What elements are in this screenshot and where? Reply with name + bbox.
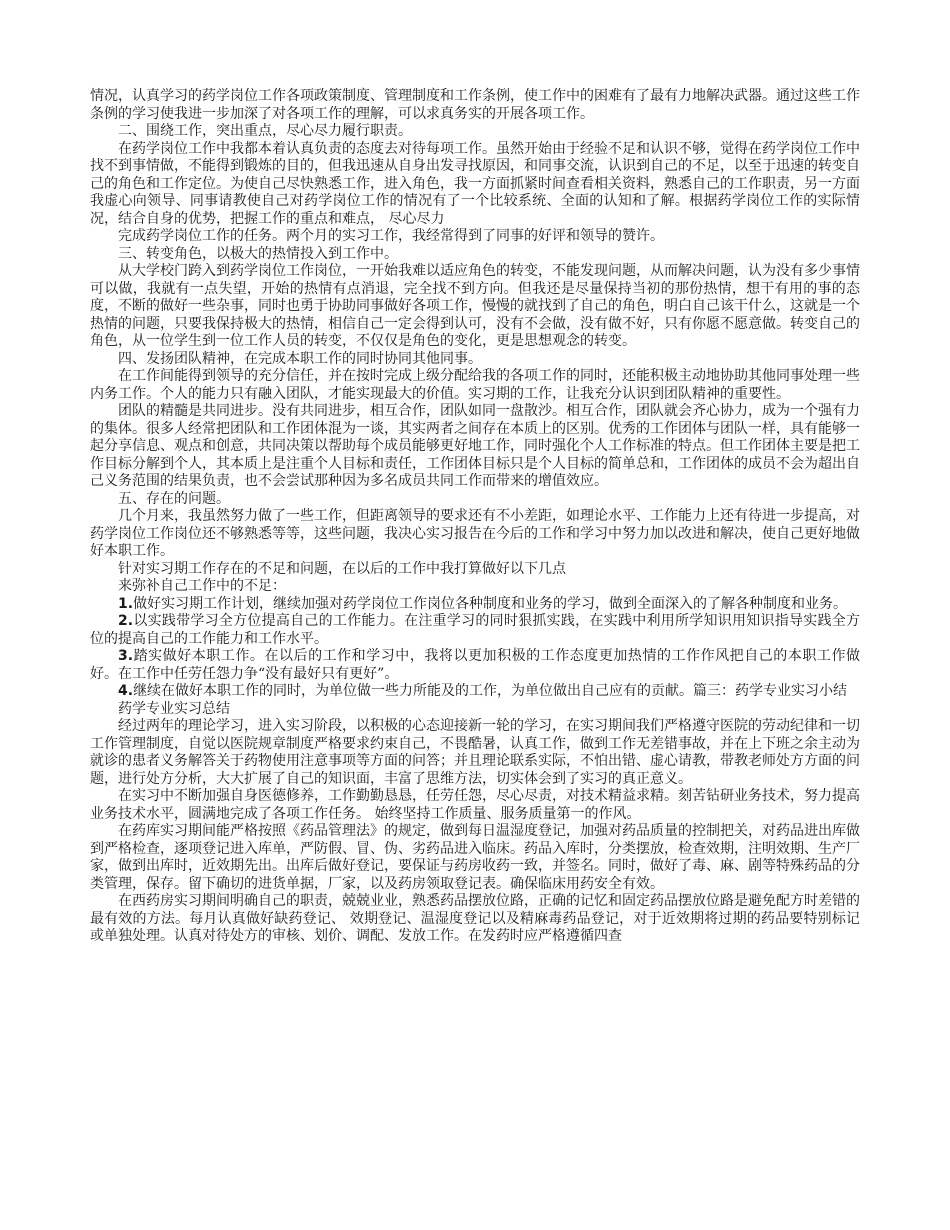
item-number: 2. <box>118 613 134 629</box>
paragraph: 团队的精髓是共同进步。没有共同进步，相互合作，团队如同一盘散沙。相互合作，团队就会齐心协力，成为一个强有力的集体。很多人经常把团队和工作团体混为一谈，其实两者之间存在本质上的区别。优秀的工作团体与团队一样，具有能够一起分享信息、观点和创意，共同决策以帮助每个成员能够更好地工作，同时强化个人工作标准的特点。但工作团体主要是把工作目标分解到个人，其本质上是注重个人目标和责任，工作团体目标只是个人目标的简单总和，工作团体的成员不会为超出自己义务范围的结果负责，也不会尝试那种因为多名成员共同工作而带来的增值效应。 <box>90 403 860 489</box>
item-number: 4. <box>118 683 134 699</box>
item-text: 继续在做好本职工作的同时，为单位做一些力所能及的工作，为单位做出自己应有的贡献。篇三：药学专业实习小结 <box>133 683 848 699</box>
paragraph: 针对实习期工作存在的不足和问题，在以后的工作中我打算做好以下几点 <box>118 560 566 577</box>
item-number: 3. <box>118 648 134 664</box>
paragraph: 完成药学岗位工作的任务。两个月的实习工作，我经常得到了同事的好评和领导的赞许。 <box>118 228 664 244</box>
item-text: 做好实习期工作计划，继续加强对药学岗位工作岗位各种制度和业务的学习，做到全面深入的了解各种制度和业务。 <box>133 595 848 612</box>
document-body <box>90 88 860 946</box>
paragraph: 在实习中不断加强自身医德修养，工作勤勤恳恳，任劳任怨，尽心尽责，对技术精益求精。刻苦钻研业务技术，努力提高业务技术水平，圆满地完成了各项工作任务。 始终坚持工作质量、服务质量第一的作风。 <box>90 788 860 822</box>
paragraph: 在药库实习期间能严格按照《药品管理法》的规定，做到每日温湿度登记，加强对药品质量的控制把关，对药品进出库做到严格检查，逐项登记进入库单，严防假、冒、伪、劣药品进入临床。药品入库时，分类摆放，检查效期，注明效期、生产厂家，做到出库时，近效期先出。出库后做好登记，要保证与药房收药一致，并签名。同时，做好了毒、麻、剧等特殊药品的分类管理，保存。留下确切的进货单据，厂家，以及药房领取登记表。确保临床用药安全有效。 <box>90 823 860 892</box>
paragraph: 几个月来，我虽然努力做了一些工作，但距离领导的要求还有不小差距，如理论水平、工作能力上还有待进一步提高，对药学岗位工作岗位还不够熟悉等等，这些问题，我决心实习报告在今后的工作和学习中努力加以改进和解决，使自己更好地做好本职工作。 <box>90 508 860 559</box>
item-text: 以实践带学习全方位提高自己的工作能力。在注重学习的同时狠抓实践，在实践中利用所学知识用知识指导实践全方位的提高自己的工作能力和工作水平。 <box>90 613 860 647</box>
paragraph: 从大学校门跨入到药学岗位工作岗位，一开始我难以适应角色的转变，不能发现问题，从而解决问题，认为没有多少事情可以做，我就有一点失望，开始的热情有点消退，完全找不到方向。但我还是尽量保持当初的那份热情，想干有用的事的态度，不断的做好一些杂事，同时也勇于协助同事做好各项工作，慢慢的就找到了自己的角色，明白自己该干什么，这就是一个热情的问题，只要我保持极大的热情，相信自己一定会得到认可，没有不会做，没有做不好，只有你愿不愿意做。转变自己的角色，从一位学生到一位工作人员的转变，不仅仅是角色的变化，更是思想观念的转变。 <box>90 263 860 349</box>
item-number: 1. <box>118 595 134 612</box>
section-heading: 四、发扬团队精神，在完成本职工作的同时协同其他同事。 <box>118 350 482 367</box>
paragraph: 在西药房实习期间明确自己的职责，兢兢业业，熟悉药品摆放位路，正确的记忆和固定药品摆放位路是避免配方时差错的最有效的方法。每月认真做好缺药登记、 效期登记、温湿度登记以及精麻毒药品登记，对于近效期将过期的药品要特别标记或单独处理。认真对待处方的审核、划价、调配、发放工作。在发药时应严格遵循四查 <box>90 893 860 944</box>
section-title: 药学专业实习总结 <box>118 700 230 717</box>
paragraph: 情况，认真学习的药学岗位工作各项政策制度、管理制度和工作条例，使工作中的困难有了最有力地解决武器。通过这些工作条例的学习使我进一步加深了对各项工作的理解，可以求真务实的开展各项工作。 <box>90 88 860 122</box>
paragraph: 来弥补自己工作中的不足： <box>118 578 286 594</box>
numbered-item <box>90 596 860 614</box>
numbered-item <box>90 648 860 683</box>
numbered-item <box>90 613 860 648</box>
section-heading: 三、转变角色，以极大的热情投入到工作中。 <box>118 245 398 262</box>
numbered-item <box>90 683 860 701</box>
paragraph: 在药学岗位工作中我都本着认真负责的态度去对待每项工作。虽然开始由于经验不足和认识不够，觉得在药学岗位工作中找不到事情做，不能得到锻炼的目的，但我迅速从自身出发寻找原因，和同事交流，认识到自己的不足，以至于迅速的转变自己的角色和工作定位。为使自己尽快熟悉工作，进入角色，我一方面抓紧时间查看相关资料，熟悉自己的工作职责，另一方面我虚心向领导、同事请教使自己对药学岗位工作的情况有了一个比较系统、全面的认知和了解。根据药学岗位工作的实际情况，结合自身的优势，把握工作的重点和难点， 尽心尽力 <box>90 140 860 227</box>
paragraph: 在工作间能得到领导的充分信任，并在按时完成上级分配给我的各项工作的同时，还能积极主动地协助其他同事处理一些内务工作。个人的能力只有融入团队，才能实现最大的价值。实习期的工作，让我充分认识到团队精神的重要性。 <box>90 368 860 402</box>
item-text: 踏实做好本职工作。在以后的工作和学习中，我将以更加积极的工作态度更加热情的工作作风把自己的本职工作做好。在工作中任劳任怨力争“没有最好只有更好”。 <box>90 648 860 682</box>
section-heading: 五、存在的问题。 <box>118 490 230 507</box>
section-heading: 二、围绕工作，突出重点，尽心尽力履行职责。 <box>118 123 412 139</box>
paragraph: 经过两年的理论学习，进入实习阶段，以积极的心态迎接新一轮的学习，在实习期间我们严格遵守医院的劳动纪律和一切工作管理制度，自觉以医院规章制度严格要求约束自己，不畏酷暑，认真工作，做到工作无差错事故，并在上下班之余主动为就诊的患者义务解答关于药物使用注意事项等方面的问答；并且理论联系实际，不怕出错、虚心请教，带教老师处方方面的问题，进行处方分析，大大扩展了自己的知识面，丰富了思维方法，切实体会到了实习的真正意义。 <box>90 718 860 787</box>
